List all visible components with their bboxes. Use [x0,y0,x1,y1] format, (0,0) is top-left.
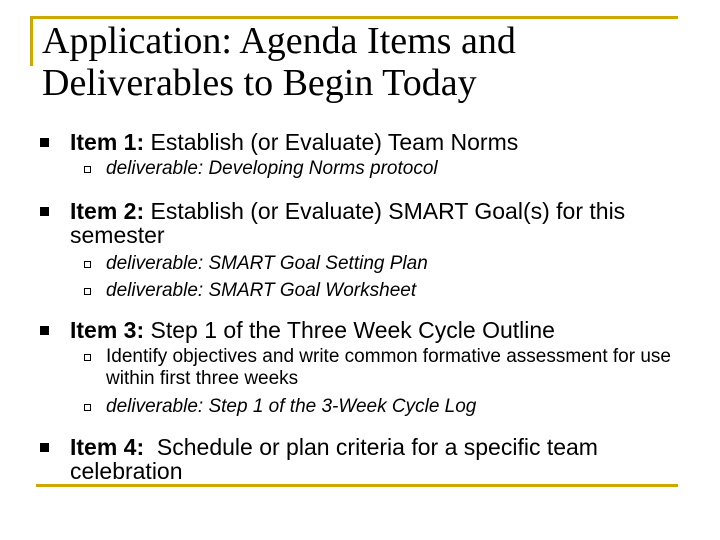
sub-item-text: deliverable: SMART Goal Worksheet [106,280,417,301]
sub-item-text: Identify objectives and write common formative assessment for use within first three weeks [106,346,671,389]
item-label: Item 2: [70,198,145,224]
item-1-text [70,130,670,154]
item-description: Establish (or Evaluate) SMART Goal(s) for this semester [70,198,626,248]
item-4-text [70,435,670,483]
item-label: Item 3: [70,317,145,343]
title-line-1: Application: Agenda Items and [42,20,516,62]
item-label: Item 1: [70,129,145,155]
hollow-square-bullet-icon [84,354,91,361]
item-description: Establish (or Evaluate) Team Norms [144,129,519,155]
square-bullet-icon [40,443,49,452]
sub-item-text: deliverable: Step 1 of the 3-Week Cycle Log [106,396,477,417]
item-3-text [70,318,670,342]
item-label: Item 4: [70,434,145,460]
item-description: Schedule or plan criteria for a specific team celebration [70,434,605,484]
title-line-2: Deliverables to Begin Today [42,62,477,104]
hollow-square-bullet-icon [84,404,91,411]
item-2-text [70,199,670,247]
square-bullet-icon [40,207,49,216]
hollow-square-bullet-icon [84,288,91,295]
square-bullet-icon [40,138,49,147]
sub-item-text: deliverable: SMART Goal Setting Plan [106,253,428,274]
square-bullet-icon [40,326,49,335]
hollow-square-bullet-icon [84,261,91,268]
item-description: Step 1 of the Three Week Cycle Outline [144,317,555,343]
hollow-square-bullet-icon [84,166,91,173]
sub-item-text: deliverable: Developing Norms protocol [106,158,438,179]
